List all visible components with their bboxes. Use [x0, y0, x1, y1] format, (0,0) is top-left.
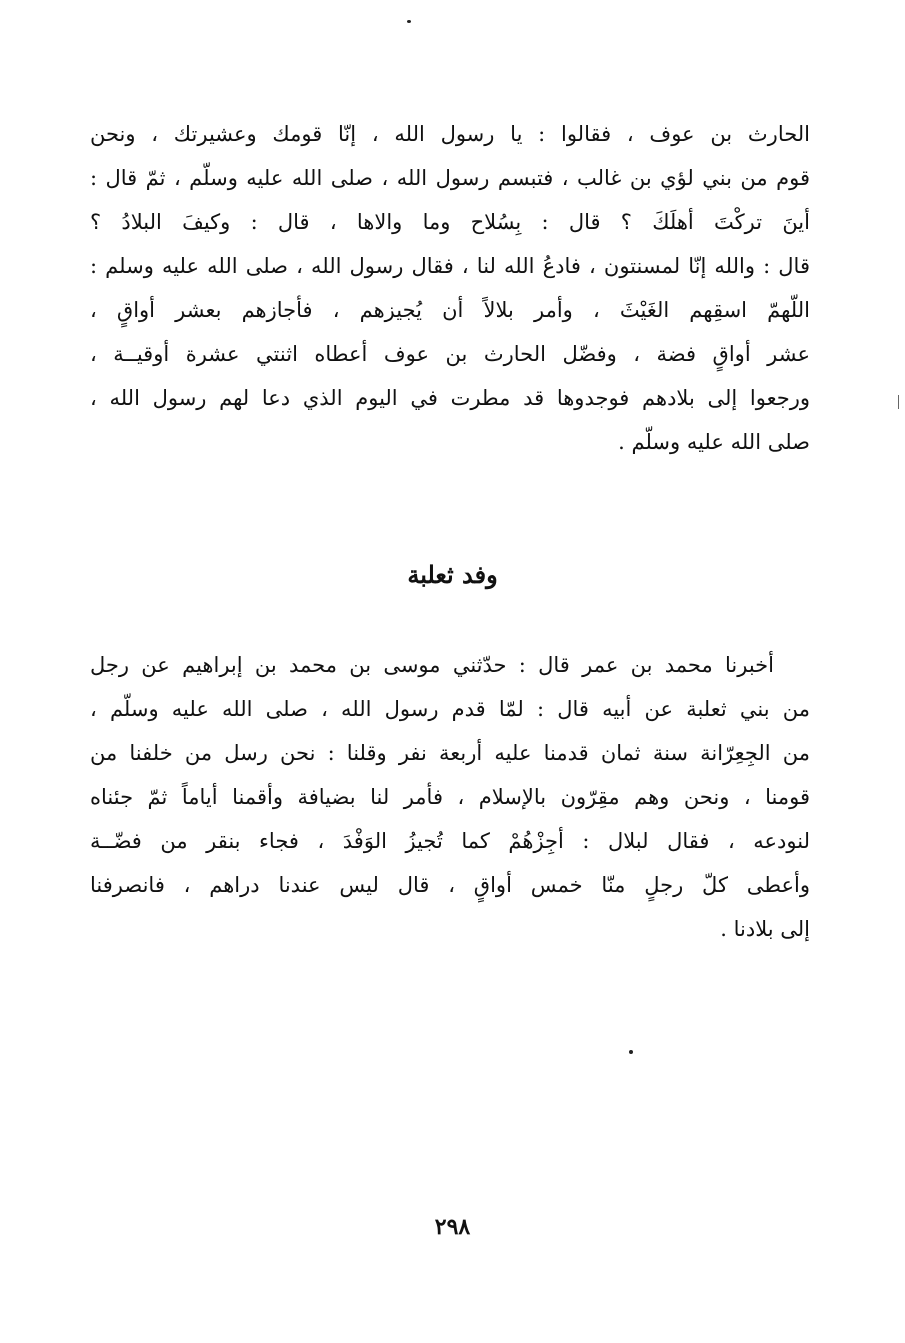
- text-line: وأعطى كلّ رجلٍ منّا خمس أواقٍ ، قال ليس عندنا دراهم ، فانصرفنا: [90, 873, 810, 897]
- ink-speck-bottom: [629, 1050, 633, 1054]
- paragraph-continuation: [90, 112, 810, 464]
- text-line: لنودعه ، فقال لبلال : أجِزْهُمْ كما تُجيزُ الوَفْدَ ، فجاء بنقر من فضّــة: [90, 829, 810, 853]
- text-line: قومنا ، ونحن وهم مقِرّون بالإسلام ، فأمر لنا بضيافة وأقمنا أياماً ثمّ جئناه: [90, 785, 810, 809]
- text-line: الحارث بن عوف ، فقالوا : يا رسول الله ، إنّا قومك وعشيرتك ، ونحن: [90, 122, 810, 146]
- text-line: أينَ تركْتَ أهلَكَ ؟ قال : بِسُلاح وما والاها ، قال : وكيفَ البلادُ ؟: [90, 210, 810, 234]
- page-number: ٢٩٨: [434, 1214, 471, 1240]
- text-line: من الجِعِرّانة سنة ثمان قدمنا عليه أربعة نفر وقلنا : نحن رسل من خلفنا من: [90, 741, 810, 765]
- text-line: صلى الله عليه وسلّم .: [618, 430, 810, 454]
- ink-speck-top: [407, 20, 411, 23]
- text-line: عشر أواقٍ فضة ، وفضّل الحارث بن عوف أعطاه اثنتي عشرة أوقيــة ،: [90, 342, 810, 366]
- text-line: أخبرنا محمد بن عمر قال : حدّثني موسى بن محمد بن إبراهيم عن رجل: [90, 653, 774, 677]
- text-line: اللّهمّ اسقِهم الغَيْثَ ، وأمر بلالاً أن يُجيزهم ، فأجازهم بعشر أواقٍ ،: [90, 298, 810, 322]
- text-line: من بني ثعلبة عن أبيه قال : لمّا قدم رسول الله ، صلى الله عليه وسلّم ،: [90, 697, 810, 721]
- text-line: إلى بلادنا .: [720, 917, 810, 941]
- text-line: قوم من بني لؤي بن غالب ، فتبسم رسول الله ، صلى الله عليه وسلّم ، ثمّ قال :: [90, 166, 810, 190]
- text-line: ورجعوا إلى بلادهم فوجدوها قد مطرت في اليوم الذي دعا لهم رسول الله ،: [90, 386, 810, 410]
- section-heading: وفد ثعلبة: [407, 560, 498, 589]
- paragraph-wafd-thalaba: [90, 643, 810, 951]
- text-line: قال : والله إنّا لمسنتون ، فادعُ الله لنا ، فقال رسول الله ، صلى الله عليه وسلم :: [90, 254, 810, 278]
- margin-mark: [898, 395, 899, 409]
